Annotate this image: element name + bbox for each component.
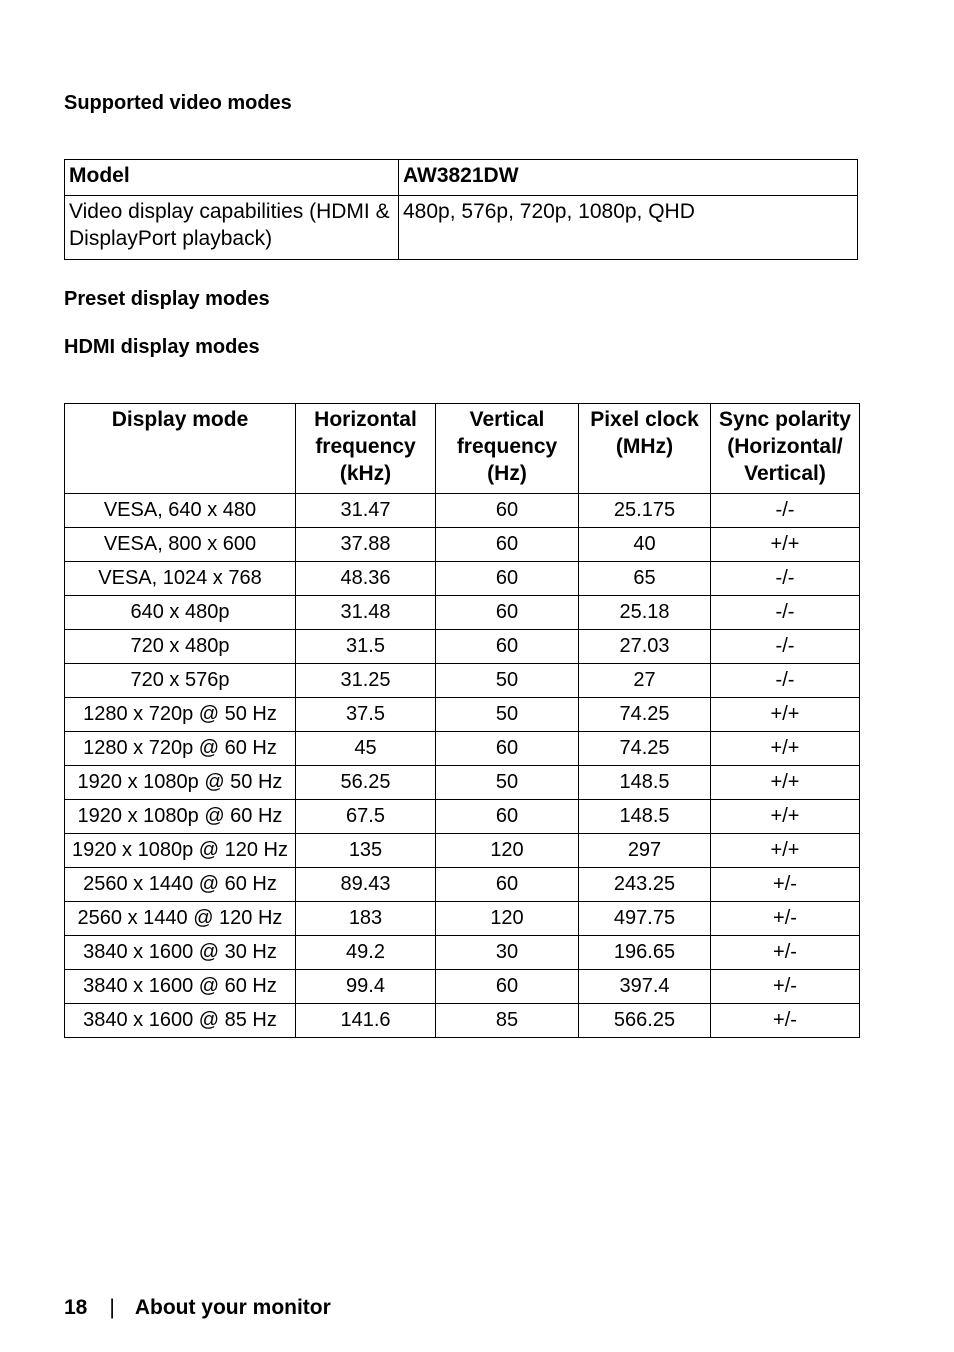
column-header-sync-polarity: Sync polarity (Horizontal/ Vertical) bbox=[711, 404, 860, 494]
heading-preset-display-modes: Preset display modes bbox=[64, 288, 270, 310]
cell-sync-polarity: -/- bbox=[711, 630, 860, 664]
cell-display-mode: VESA, 800 x 600 bbox=[65, 528, 296, 562]
hdmi-modes-table bbox=[64, 403, 860, 1038]
cell-sync-polarity: +/+ bbox=[711, 766, 860, 800]
header-cell-model: Model bbox=[65, 160, 399, 196]
cell-pixel-clock: 25.18 bbox=[579, 596, 711, 630]
cell-display-mode: VESA, 640 x 480 bbox=[65, 494, 296, 528]
cell-display-mode: 640 x 480p bbox=[65, 596, 296, 630]
cell-pixel-clock: 297 bbox=[579, 834, 711, 868]
cell-pixel-clock: 243.25 bbox=[579, 868, 711, 902]
column-header-pixel-clock: Pixel clock (MHz) bbox=[579, 404, 711, 494]
cell-vertical-frequency: 60 bbox=[436, 596, 579, 630]
cell-horizontal-frequency: 99.4 bbox=[296, 970, 436, 1004]
cell-vertical-frequency: 60 bbox=[436, 868, 579, 902]
footer-separator: | bbox=[109, 1296, 115, 1319]
table-header-row bbox=[65, 160, 858, 196]
column-header-vertical-frequency: Vertical frequency (Hz) bbox=[436, 404, 579, 494]
cell-sync-polarity: +/- bbox=[711, 868, 860, 902]
cell-display-mode: VESA, 1024 x 768 bbox=[65, 562, 296, 596]
modes-table-body bbox=[65, 494, 860, 1038]
cell-vertical-frequency: 60 bbox=[436, 630, 579, 664]
cell-horizontal-frequency: 89.43 bbox=[296, 868, 436, 902]
cell-horizontal-frequency: 31.48 bbox=[296, 596, 436, 630]
cell-sync-polarity: +/- bbox=[711, 902, 860, 936]
cell-sync-polarity: +/+ bbox=[711, 800, 860, 834]
cell-display-mode: 720 x 480p bbox=[65, 630, 296, 664]
cell-capabilities-value: 480p, 576p, 720p, 1080p, QHD bbox=[399, 196, 858, 260]
cell-vertical-frequency: 60 bbox=[436, 800, 579, 834]
table-row bbox=[65, 936, 860, 970]
cell-display-mode: 1920 x 1080p @ 120 Hz bbox=[65, 834, 296, 868]
cell-vertical-frequency: 30 bbox=[436, 936, 579, 970]
cell-vertical-frequency: 50 bbox=[436, 664, 579, 698]
table-row bbox=[65, 630, 860, 664]
cell-vertical-frequency: 60 bbox=[436, 562, 579, 596]
cell-vertical-frequency: 50 bbox=[436, 766, 579, 800]
cell-horizontal-frequency: 48.36 bbox=[296, 562, 436, 596]
page-footer bbox=[64, 1295, 331, 1321]
table-row bbox=[65, 528, 860, 562]
cell-horizontal-frequency: 31.5 bbox=[296, 630, 436, 664]
cell-horizontal-frequency: 183 bbox=[296, 902, 436, 936]
table-row bbox=[65, 698, 860, 732]
cell-display-mode: 720 x 576p bbox=[65, 664, 296, 698]
cell-sync-polarity: -/- bbox=[711, 494, 860, 528]
cell-horizontal-frequency: 31.25 bbox=[296, 664, 436, 698]
header-cell-model-name: AW3821DW bbox=[399, 160, 858, 196]
cell-display-mode: 1280 x 720p @ 50 Hz bbox=[65, 698, 296, 732]
cell-display-mode: 1920 x 1080p @ 50 Hz bbox=[65, 766, 296, 800]
table-row bbox=[65, 970, 860, 1004]
cell-pixel-clock: 148.5 bbox=[579, 766, 711, 800]
page-number: 18 bbox=[64, 1296, 88, 1319]
table-row bbox=[65, 196, 858, 260]
cell-display-mode: 2560 x 1440 @ 120 Hz bbox=[65, 902, 296, 936]
cell-vertical-frequency: 60 bbox=[436, 970, 579, 1004]
cell-pixel-clock: 65 bbox=[579, 562, 711, 596]
footer-section-title: About your monitor bbox=[134, 1296, 331, 1319]
table-row bbox=[65, 834, 860, 868]
table-row bbox=[65, 664, 860, 698]
cell-horizontal-frequency: 67.5 bbox=[296, 800, 436, 834]
table-row bbox=[65, 766, 860, 800]
cell-pixel-clock: 27.03 bbox=[579, 630, 711, 664]
table-header-row bbox=[65, 404, 860, 494]
cell-display-mode: 3840 x 1600 @ 85 Hz bbox=[65, 1004, 296, 1038]
cell-capabilities-label: Video display capabilities (HDMI & DisplayPort playback) bbox=[65, 196, 399, 260]
cell-sync-polarity: +/+ bbox=[711, 528, 860, 562]
cell-pixel-clock: 74.25 bbox=[579, 732, 711, 766]
cell-horizontal-frequency: 56.25 bbox=[296, 766, 436, 800]
cell-vertical-frequency: 60 bbox=[436, 494, 579, 528]
column-header-display-mode: Display mode bbox=[65, 404, 296, 494]
cell-sync-polarity: +/- bbox=[711, 1004, 860, 1038]
cell-sync-polarity: +/+ bbox=[711, 732, 860, 766]
cell-vertical-frequency: 120 bbox=[436, 834, 579, 868]
cell-horizontal-frequency: 49.2 bbox=[296, 936, 436, 970]
cell-pixel-clock: 25.175 bbox=[579, 494, 711, 528]
cell-display-mode: 1920 x 1080p @ 60 Hz bbox=[65, 800, 296, 834]
table-row bbox=[65, 1004, 860, 1038]
cell-sync-polarity: -/- bbox=[711, 596, 860, 630]
cell-display-mode: 2560 x 1440 @ 60 Hz bbox=[65, 868, 296, 902]
cell-vertical-frequency: 60 bbox=[436, 732, 579, 766]
cell-pixel-clock: 148.5 bbox=[579, 800, 711, 834]
cell-pixel-clock: 40 bbox=[579, 528, 711, 562]
cell-horizontal-frequency: 37.88 bbox=[296, 528, 436, 562]
cell-vertical-frequency: 85 bbox=[436, 1004, 579, 1038]
cell-vertical-frequency: 60 bbox=[436, 528, 579, 562]
cell-sync-polarity: +/- bbox=[711, 970, 860, 1004]
cell-pixel-clock: 566.25 bbox=[579, 1004, 711, 1038]
heading-supported-video-modes: Supported video modes bbox=[64, 92, 292, 114]
table-row bbox=[65, 596, 860, 630]
cell-sync-polarity: -/- bbox=[711, 664, 860, 698]
cell-pixel-clock: 27 bbox=[579, 664, 711, 698]
cell-display-mode: 3840 x 1600 @ 30 Hz bbox=[65, 936, 296, 970]
cell-sync-polarity: +/- bbox=[711, 936, 860, 970]
cell-display-mode: 1280 x 720p @ 60 Hz bbox=[65, 732, 296, 766]
table-row bbox=[65, 868, 860, 902]
cell-horizontal-frequency: 135 bbox=[296, 834, 436, 868]
cell-pixel-clock: 196.65 bbox=[579, 936, 711, 970]
cell-horizontal-frequency: 37.5 bbox=[296, 698, 436, 732]
heading-hdmi-display-modes: HDMI display modes bbox=[64, 336, 260, 358]
table-row bbox=[65, 800, 860, 834]
cell-vertical-frequency: 120 bbox=[436, 902, 579, 936]
cell-sync-polarity: -/- bbox=[711, 562, 860, 596]
table-row bbox=[65, 902, 860, 936]
cell-pixel-clock: 497.75 bbox=[579, 902, 711, 936]
column-header-horizontal-frequency: Horizontal frequency (kHz) bbox=[296, 404, 436, 494]
cell-pixel-clock: 74.25 bbox=[579, 698, 711, 732]
table-row bbox=[65, 494, 860, 528]
cell-horizontal-frequency: 141.6 bbox=[296, 1004, 436, 1038]
model-spec-table bbox=[64, 159, 858, 260]
cell-display-mode: 3840 x 1600 @ 60 Hz bbox=[65, 970, 296, 1004]
cell-horizontal-frequency: 31.47 bbox=[296, 494, 436, 528]
table-row bbox=[65, 732, 860, 766]
cell-sync-polarity: +/+ bbox=[711, 698, 860, 732]
cell-horizontal-frequency: 45 bbox=[296, 732, 436, 766]
cell-sync-polarity: +/+ bbox=[711, 834, 860, 868]
cell-pixel-clock: 397.4 bbox=[579, 970, 711, 1004]
cell-vertical-frequency: 50 bbox=[436, 698, 579, 732]
table-row bbox=[65, 562, 860, 596]
